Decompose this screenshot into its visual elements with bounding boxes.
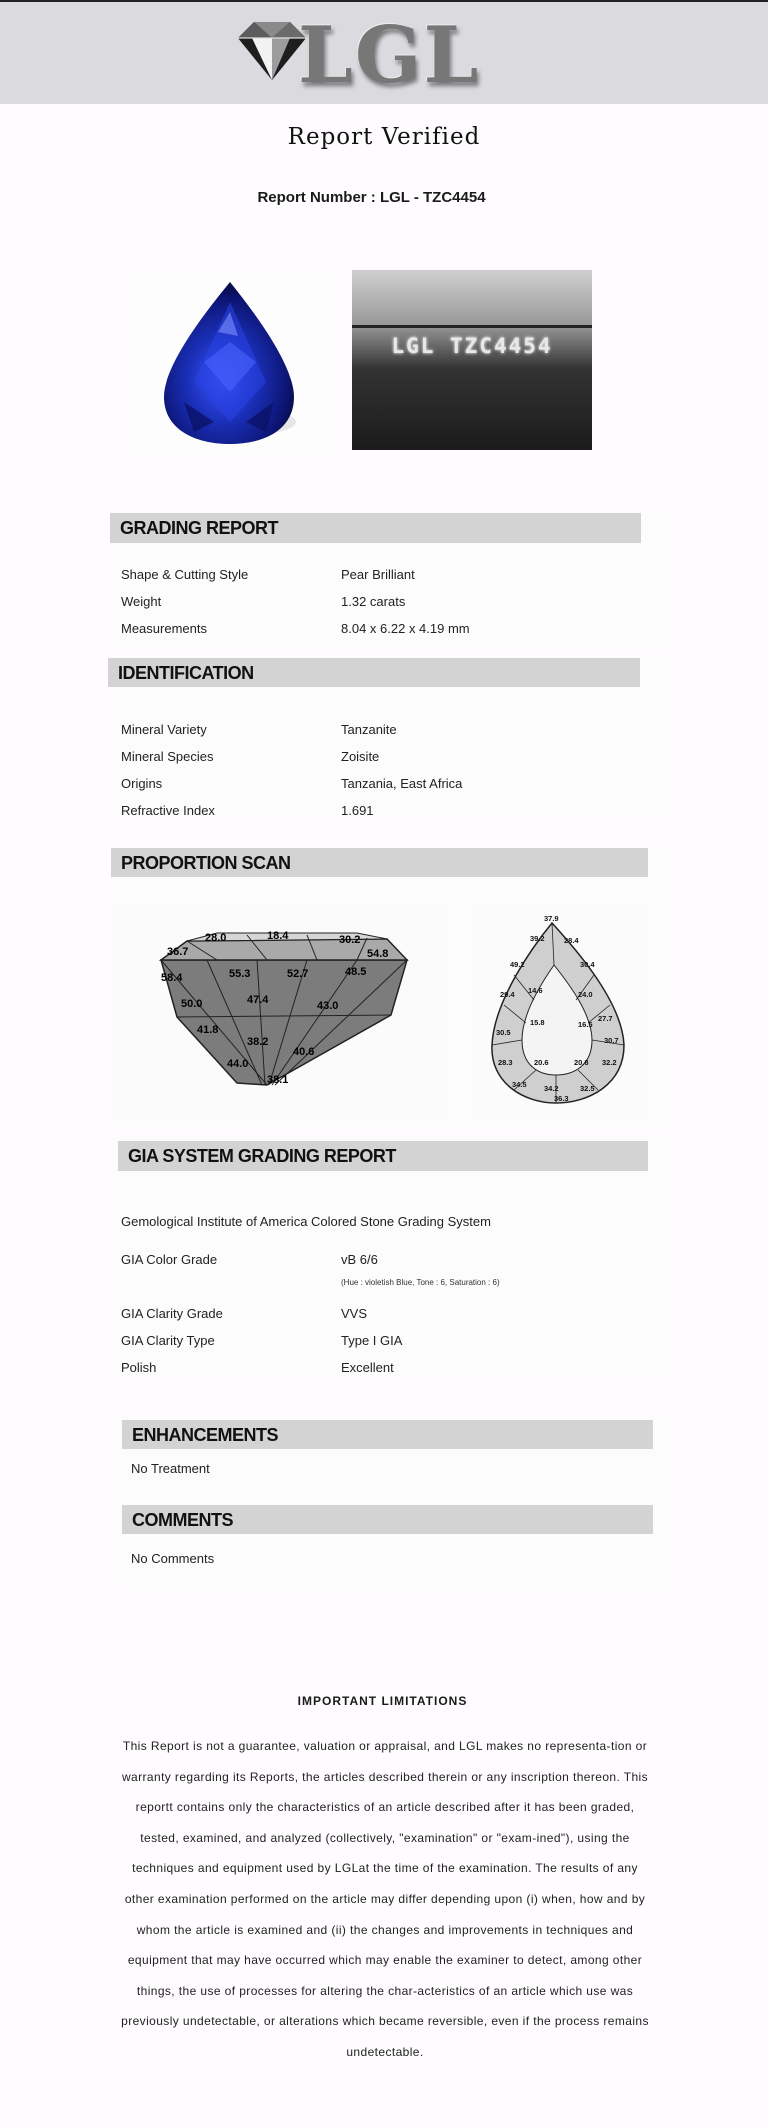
svg-text:27.7: 27.7	[598, 1014, 613, 1023]
svg-text:34.5: 34.5	[512, 1080, 527, 1089]
proportion-scan-heading: PROPORTION SCAN	[111, 848, 648, 877]
row-label: Refractive Index	[121, 803, 215, 818]
row-label: Origins	[121, 776, 163, 791]
svg-text:55.3: 55.3	[229, 968, 251, 980]
row-value: Zoisite	[341, 749, 380, 764]
svg-text:37.9: 37.9	[544, 914, 559, 923]
limitations-heading: IMPORTANT LIMITATIONS	[297, 1694, 468, 1708]
svg-text:30.2: 30.2	[339, 934, 361, 946]
enhancements-text: No Treatment	[131, 1461, 210, 1476]
svg-text:36.3: 36.3	[554, 1094, 569, 1103]
side-proportion-diagram	[117, 905, 449, 1120]
row-label: Polish	[121, 1360, 157, 1375]
row-value: Tanzanite	[341, 722, 397, 737]
svg-text:36.7: 36.7	[167, 946, 189, 958]
svg-text:54.8: 54.8	[367, 948, 389, 960]
svg-text:28.3: 28.3	[498, 1058, 513, 1067]
svg-text:28.0: 28.0	[205, 932, 227, 944]
row-label: GIA Color Grade	[121, 1252, 218, 1267]
gia-subtitle: Gemological Institute of America Colored Stone Grading System	[121, 1214, 491, 1229]
logo-text: LGL	[298, 10, 481, 101]
svg-text:29.4: 29.4	[500, 990, 515, 999]
svg-text:52.7: 52.7	[287, 968, 309, 980]
svg-text:39.2: 39.2	[530, 934, 545, 943]
row-label: Shape & Cutting Style	[121, 567, 249, 582]
svg-text:24.0: 24.0	[578, 990, 593, 999]
svg-text:32.5: 32.5	[580, 1084, 595, 1093]
svg-text:15.8: 15.8	[530, 1018, 545, 1027]
svg-text:48.5: 48.5	[345, 966, 367, 978]
row-value: 8.04 x 6.22 x 4.19 mm	[341, 621, 470, 636]
svg-text:18.4: 18.4	[267, 930, 289, 942]
row-value: Excellent	[341, 1360, 394, 1375]
svg-text:30.7: 30.7	[604, 1036, 619, 1045]
comments-text: No Comments	[131, 1551, 215, 1566]
enhancements-heading: ENHANCEMENTS	[122, 1420, 653, 1449]
limitations-text: This Report is not a guarantee, valuation or appraisal, and LGL makes no representa-tion or warranty regarding its Reports, the articles described therein or any inscription thereon. This reportt contains only the characteristics of an article described after it has been graded, tested, examined, and analyzed (collectively, "examination" or "exam-ined"), using the techniques and equipment used by LGLat the time of the examination. The results of any other examination performed on the article may differ depending upon (i) when, how and by whom the article is examined and (ii) the changes and improvements in techniques and equipment that may have occurred which may enable the examiner to detect, among other things, the use of processes for altering the char-acteristics of an article which use was previously undetectable, or alterations which became reversible, even if the process remains undetectable.	[121, 1739, 649, 2059]
svg-text:38.1: 38.1	[267, 1074, 289, 1086]
row-value: 1.691	[341, 803, 374, 818]
lgl-logo	[232, 10, 492, 101]
svg-text:30.4: 30.4	[580, 960, 595, 969]
row-label: GIA Clarity Type	[121, 1333, 215, 1348]
grading-report-heading: GRADING REPORT	[110, 513, 641, 543]
color-grade-note: (Hue : violetish Blue, Tone : 6, Saturation : 6)	[341, 1278, 500, 1287]
inscription-text: LGL TZC4454	[391, 334, 553, 358]
svg-text:43.0: 43.0	[317, 1000, 339, 1012]
svg-text:30.5: 30.5	[496, 1028, 511, 1037]
row-value: Tanzania, East Africa	[341, 776, 463, 791]
svg-text:58.4: 58.4	[161, 972, 183, 984]
top-proportion-diagram	[474, 905, 644, 1120]
row-label: Weight	[121, 594, 162, 609]
row-label: Mineral Variety	[121, 722, 207, 737]
svg-text:20.6: 20.6	[534, 1058, 549, 1067]
svg-text:50.0: 50.0	[181, 998, 203, 1010]
header-banner	[0, 2, 768, 104]
row-label: GIA Clarity Grade	[121, 1306, 223, 1321]
svg-text:32.2: 32.2	[602, 1058, 617, 1067]
identification-heading: IDENTIFICATION	[108, 658, 640, 687]
gia-heading: GIA SYSTEM GRADING REPORT	[118, 1141, 648, 1171]
inscription-photo	[352, 270, 592, 450]
row-label: Mineral Species	[121, 749, 214, 764]
svg-text:20.8: 20.8	[574, 1058, 589, 1067]
svg-text:47.4: 47.4	[247, 994, 269, 1006]
svg-text:38.2: 38.2	[247, 1036, 269, 1048]
report-number: Report Number : LGL - TZC4454	[257, 189, 486, 206]
page-title: Report Verified	[287, 124, 481, 150]
svg-text:14.6: 14.6	[528, 986, 543, 995]
svg-text:28.4: 28.4	[564, 936, 579, 945]
svg-text:40.6: 40.6	[293, 1046, 315, 1058]
row-value: VVS	[341, 1306, 368, 1321]
svg-text:49.2: 49.2	[510, 960, 525, 969]
svg-text:34.2: 34.2	[544, 1084, 559, 1093]
row-value: Type I GIA	[341, 1333, 403, 1348]
comments-heading: COMMENTS	[122, 1505, 653, 1534]
svg-text:44.0: 44.0	[227, 1058, 249, 1070]
row-label: Measurements	[121, 621, 207, 636]
row-value: Pear Brilliant	[341, 567, 415, 582]
row-value: vB 6/6	[341, 1252, 378, 1267]
stone-photo	[134, 272, 326, 458]
svg-text:16.5: 16.5	[578, 1020, 593, 1029]
row-value: 1.32 carats	[341, 594, 406, 609]
svg-text:41.8: 41.8	[197, 1024, 219, 1036]
